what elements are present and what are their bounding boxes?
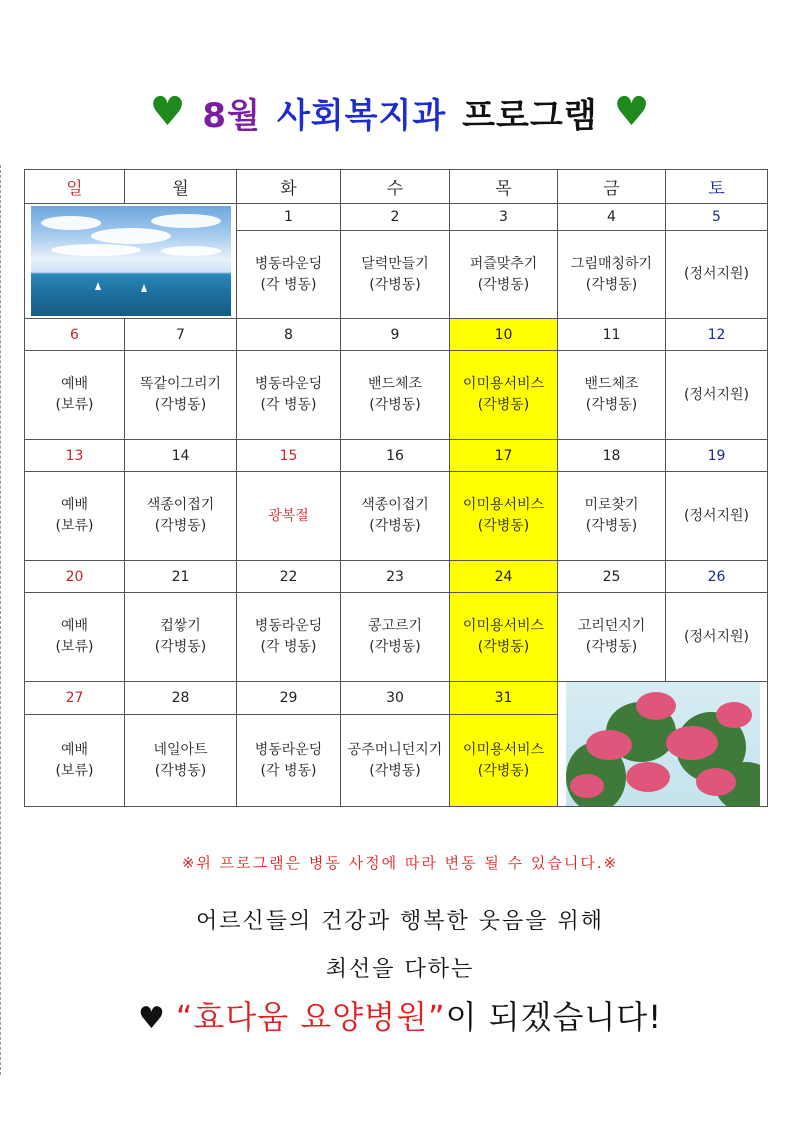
flower-tree-image	[566, 682, 760, 806]
weekday-header-row	[25, 170, 768, 204]
date-cell: 25	[558, 561, 666, 593]
closing-message-line-1: 어르신들의 건강과 행복한 웃음을 위해	[195, 909, 604, 934]
date-cell: 2	[341, 204, 450, 231]
date-cell: 31	[450, 682, 558, 715]
date-cell: 14	[125, 440, 237, 472]
activity-cell: 예배 (보류)	[25, 472, 125, 561]
activity-cell: 밴드체조 (각병동)	[341, 351, 450, 440]
weekday-tue: 화	[237, 170, 341, 204]
date-cell: 29	[237, 682, 341, 715]
activity-cell: 병동라운딩 (각 병동)	[237, 351, 341, 440]
week-3-dates	[25, 440, 768, 472]
weekday-sat: 토	[666, 170, 768, 204]
date-cell: 21	[125, 561, 237, 593]
activity-cell: 색종이접기 (각병동)	[341, 472, 450, 561]
week-4-dates	[25, 561, 768, 593]
weekday-fri: 금	[558, 170, 666, 204]
activity-cell: 밴드체조 (각병동)	[558, 351, 666, 440]
week-2-dates	[25, 319, 768, 351]
weekday-sun: 일	[25, 170, 125, 204]
activity-cell: 달력만들기 (각병동)	[341, 231, 450, 319]
title-month: 8월	[202, 95, 261, 136]
activity-cell: 공주머니던지기 (각병동)	[341, 715, 450, 807]
date-cell: 24	[450, 561, 558, 593]
program-calendar	[24, 169, 768, 807]
weekday-thu: 목	[450, 170, 558, 204]
activity-cell: 고리던지기 (각병동)	[558, 593, 666, 682]
activity-cell: 콩고르기 (각병동)	[341, 593, 450, 682]
date-cell: 27	[25, 682, 125, 715]
activity-cell: 색종이접기 (각병동)	[125, 472, 237, 561]
date-cell: 4	[558, 204, 666, 231]
activity-cell: 똑같이그리기 (각병동)	[125, 351, 237, 440]
activity-cell: 이미용서비스 (각병동)	[450, 593, 558, 682]
date-cell: 19	[666, 440, 768, 472]
date-cell: 8	[237, 319, 341, 351]
date-cell: 3	[450, 204, 558, 231]
page-margin-guide	[0, 165, 1, 1075]
title-program: 프로그램	[462, 95, 598, 136]
date-cell: 15	[237, 440, 341, 472]
date-cell: 22	[237, 561, 341, 593]
sea-landscape-image	[31, 206, 231, 316]
week-3-activities	[25, 472, 768, 561]
date-cell: 10	[450, 319, 558, 351]
week-1-dates	[25, 204, 768, 231]
activity-cell: 미로찾기 (각병동)	[558, 472, 666, 561]
date-cell: 6	[25, 319, 125, 351]
date-cell: 9	[341, 319, 450, 351]
week-2-activities	[25, 351, 768, 440]
close-quote: ”	[427, 998, 446, 1036]
activity-cell: 그림매칭하기 (각병동)	[558, 231, 666, 319]
holiday-cell: 광복절	[237, 472, 341, 561]
open-quote: “	[175, 998, 194, 1036]
date-cell: 30	[341, 682, 450, 715]
date-cell: 5	[666, 204, 768, 231]
flower-photo-cell	[558, 682, 768, 807]
date-cell: 13	[25, 440, 125, 472]
activity-cell: 이미용서비스 (각병동)	[450, 351, 558, 440]
activity-cell: 병동라운딩 (각 병동)	[237, 715, 341, 807]
activity-cell: (정서지원)	[666, 351, 768, 440]
activity-cell: 예배 (보류)	[25, 593, 125, 682]
weekday-mon: 월	[125, 170, 237, 204]
weekday-wed: 수	[341, 170, 450, 204]
date-cell: 18	[558, 440, 666, 472]
activity-cell: 네일아트 (각병동)	[125, 715, 237, 807]
activity-cell: 예배 (보류)	[25, 715, 125, 807]
date-cell: 16	[341, 440, 450, 472]
title-department: 사회복지과	[276, 95, 447, 136]
activity-cell: 퍼즐맞추기 (각병동)	[450, 231, 558, 319]
closing-suffix: 이 되겠습니다!	[445, 998, 663, 1036]
schedule-change-notice: ※위 프로그램은 병동 사정에 따라 변동 될 수 있습니다.※	[181, 854, 619, 872]
sea-photo-cell	[25, 204, 237, 319]
week-5-dates	[25, 682, 768, 715]
date-cell: 1	[237, 204, 341, 231]
date-cell: 7	[125, 319, 237, 351]
hospital-name: 효다움 요양병원	[193, 998, 428, 1036]
activity-cell: 이미용서비스 (각병동)	[450, 472, 558, 561]
heart-icon: ♥	[137, 1001, 166, 1036]
activity-cell: 병동라운딩 (각 병동)	[237, 231, 341, 319]
date-cell: 23	[341, 561, 450, 593]
activity-cell: (정서지원)	[666, 593, 768, 682]
date-cell: 20	[25, 561, 125, 593]
date-cell: 12	[666, 319, 768, 351]
activity-cell: (정서지원)	[666, 231, 768, 319]
heart-icon: ♥	[613, 89, 651, 135]
closing-message-line-2: 최선을 다하는	[325, 957, 475, 982]
heart-icon: ♥	[149, 89, 187, 135]
week-4-activities	[25, 593, 768, 682]
date-cell: 17	[450, 440, 558, 472]
date-cell: 11	[558, 319, 666, 351]
activity-cell: (정서지원)	[666, 472, 768, 561]
activity-cell: 컵쌓기 (각병동)	[125, 593, 237, 682]
date-cell: 28	[125, 682, 237, 715]
activity-cell: 이미용서비스 (각병동)	[450, 715, 558, 807]
closing-message-line-3	[0, 992, 800, 1038]
activity-cell: 병동라운딩 (각 병동)	[237, 593, 341, 682]
activity-cell: 예배 (보류)	[25, 351, 125, 440]
date-cell: 26	[666, 561, 768, 593]
page-title	[0, 84, 800, 140]
